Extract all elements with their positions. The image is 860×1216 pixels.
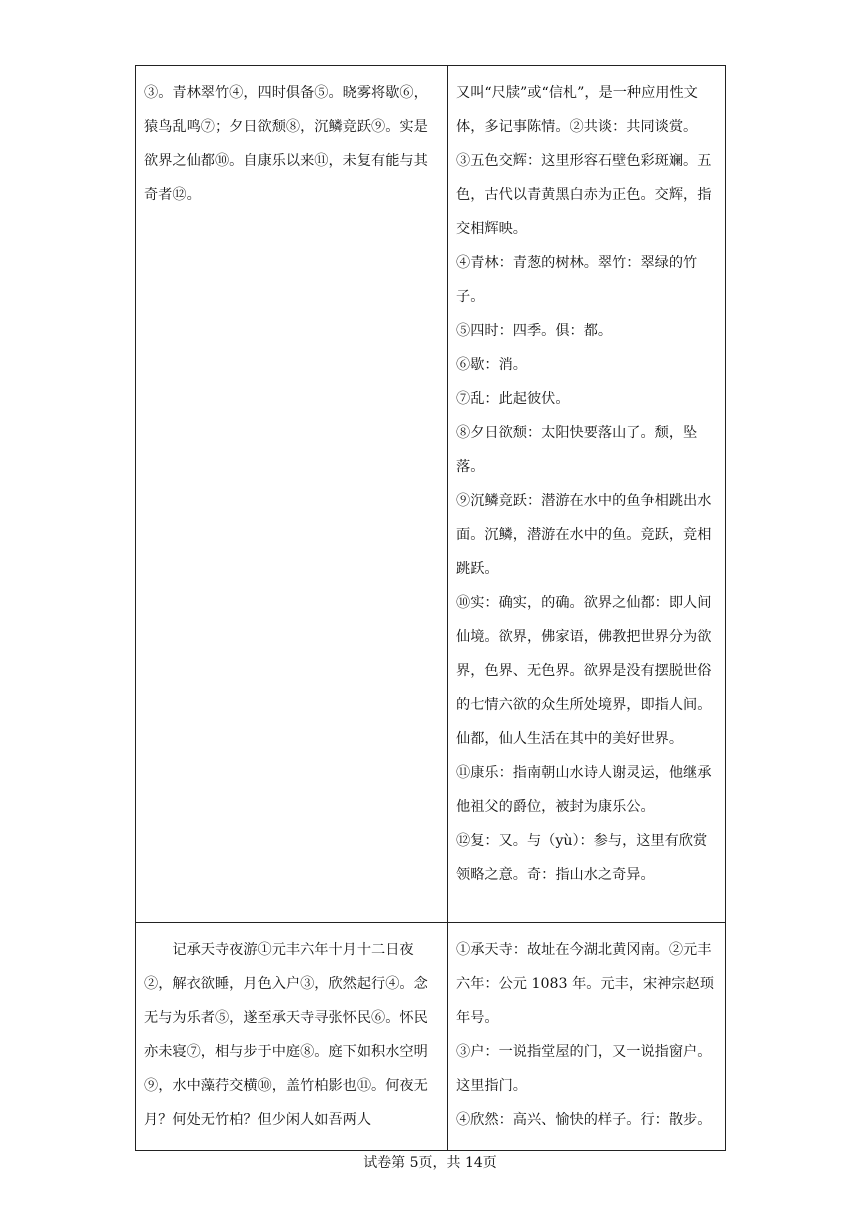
notes-cell — [448, 923, 726, 1151]
annotation-table — [135, 65, 726, 1151]
original-text: ③。青林翠竹④，四时俱备⑤。晓雾将歇⑥，猿鸟乱鸣⑦；夕日欲颓⑧，沉鳞竞跃⑨。实是欲界之仙都⑩。自康乐以来⑪，未复有能与其奇者⑫。 — [144, 85, 428, 203]
table-row — [136, 923, 726, 1151]
note-item: ⑪康乐：指南朝山水诗人谢灵运，他继承他祖父的爵位，被封为康乐公。 — [456, 765, 712, 815]
note-item: ①承天寺：故址在今湖北黄冈南。②元丰六年：公元 1083 年。元丰，宋神宗赵顼年号。 — [456, 942, 714, 1026]
note-item: ⑥歇：消。 — [456, 357, 527, 373]
table-row — [136, 66, 726, 923]
note-item: ③户：一说指堂屋的门，又一说指窗户。这里指门。 — [456, 1044, 712, 1094]
note-item: 又叫“尺牍”或“信札”，是一种应用性文体，多记事陈情。②共谈：共同谈赏。 — [456, 85, 698, 135]
note-item: ⑤四时：四季。俱：都。 — [456, 323, 613, 339]
note-item: ⑫复：又。与（yù）：参与，这里有欣赏领略之意。奇：指山水之奇异。 — [456, 833, 708, 883]
note-item: ⑧夕日欲颓：太阳快要落山了。颓，坠落。 — [456, 425, 698, 475]
note-item: ④欣然：高兴、愉快的样子。行：散步。 — [456, 1112, 712, 1128]
note-item: ⑦乱：此起彼伏。 — [456, 391, 570, 407]
notes-cell — [448, 66, 726, 923]
note-item: ④青林：青葱的树林。翠竹：翠绿的竹子。 — [456, 255, 698, 305]
original-text-cell — [136, 66, 448, 923]
note-item: ⑨沉鳞竞跃：潜游在水中的鱼争相跳出水面。沉鳞，潜游在水中的鱼。竞跃，竞相跳跃。 — [456, 493, 712, 577]
original-text: 记承天寺夜游①元丰六年十月十二日夜②，解衣欲睡，月色入户③，欣然起行④。念无与为乐者⑤，遂至承天寺寻张怀民⑥。怀民亦未寝⑦，相与步于中庭⑧。庭下如积水空明⑨，水中藻荇交横⑩，盖竹柏影也⑪。何夜无月？何处无竹柏？但少闲人如吾两人 — [144, 942, 428, 1128]
note-item: ⑩实：确实，的确。欲界之仙都：即人间仙境。欲界，佛家语，佛教把世界分为欲界，色界、无色界。欲界是没有摆脱世俗的七情六欲的众生所处境界，即指人间。仙都，仙人生活在其中的美好世界。 — [456, 595, 712, 747]
page-footer: 试卷第 5页，共 14页 — [363, 1155, 497, 1171]
original-text-cell — [136, 923, 448, 1151]
note-item: ③五色交辉：这里形容石壁色彩斑斓。五色，古代以青黄黑白赤为正色。交辉，指交相辉映。 — [456, 153, 712, 237]
